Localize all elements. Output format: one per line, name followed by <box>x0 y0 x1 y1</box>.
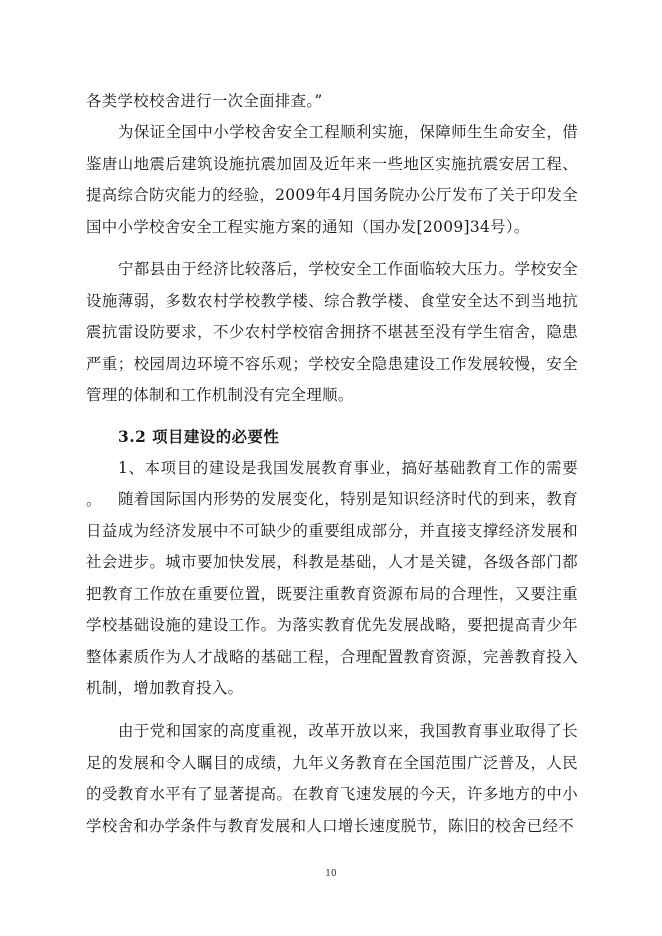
page-number: 10 <box>325 869 337 879</box>
paragraph-education-development: 随着国际国内形势的发展变化，特别是知识经济时代的到来，教育日益成为经济发展中不可缺少的重要组成部分，并直接支撑经济发展和社会进步。城市要加快发展，科教是基础，人才是关键，各级各部门都把教育工作放在重要位置，既要注重教育资源布局的合理性，又要注重学校基础设施的建设工作。为落实教育优先发展战略，要把提高青少年整体素质作为人才战略的基础工程，合理配置教育资源，完善教育投入机制，增加教育投入。 <box>86 490 578 697</box>
paragraph-reform-achievements: 由于党和国家的高度重视，改革开放以来，我国教育事业取得了长足的发展和令人瞩目的成绩，九年义务教育在全国范围广泛普及，人民的受教育水平有了显著提高。在教育飞速发展的今天，许多地方的中小学校舍和办学条件与教育发展和人口增长速度脱节，陈旧的校舍已经不 <box>86 722 578 835</box>
paragraph-necessity-point-1: 1、本项目的建设是我国发展教育事业，搞好基础教育工作的需要。 <box>86 459 578 509</box>
section-heading: 3.2 项目建设的必要性 <box>118 428 280 446</box>
paragraph-ningdu-situation: 宁都县由于经济比较落后，学校安全工作面临较大压力。学校安全设施薄弱，多数农村学校教学楼、综合教学楼、食堂安全达不到当地抗震抗雷设防要求，不少农村学校宿舍拥挤不堪甚至没有学生宿舍，隐患严重；校园周边环境不容乐观；学校安全隐患建设工作发展较慢，安全管理的体制和工作机制没有完全理顺。 <box>86 260 578 404</box>
paragraph-continuation: 各类学校校舍进行一次全面排查。” <box>86 92 323 110</box>
paragraph-school-safety-program: 为保证全国中小学校舍安全工程顺利实施，保障师生生命安全，借鉴唐山地震后建筑设施抗震加固及近年来一些地区实施抗震安居工程、提高综合防灾能力的经验，2009年4月国务院办公厅发布了关于印发全国中小学校舍安全工程实施方案的通知（国办发[2009]34号）。 <box>86 123 578 236</box>
